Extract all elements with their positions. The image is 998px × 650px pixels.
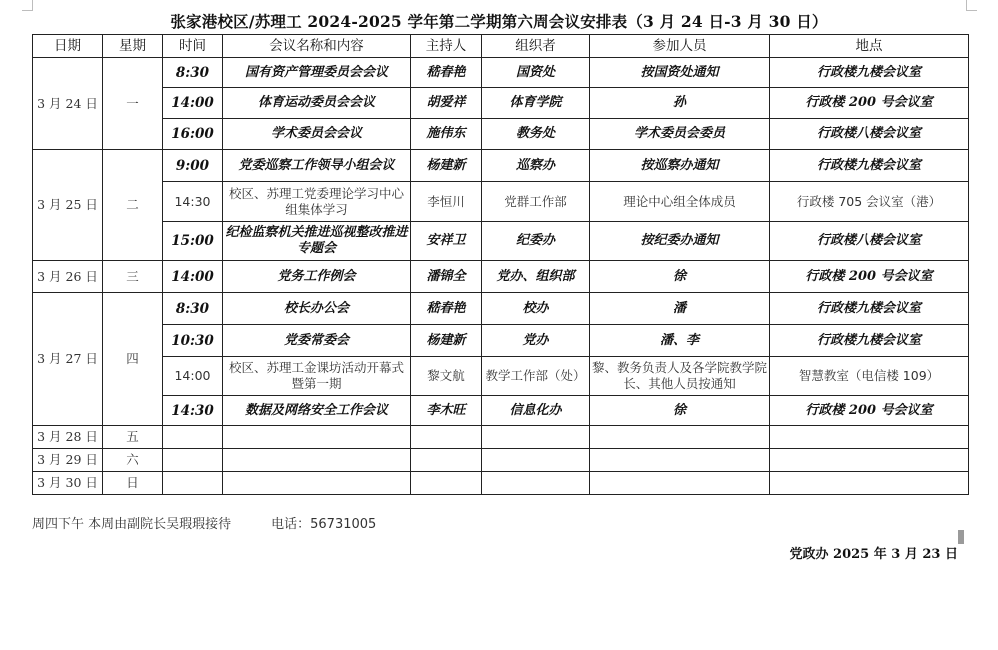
organizer-cell: 巡察办: [482, 150, 590, 182]
table-row: [33, 88, 969, 119]
issuer-signature: 党政办 2025 年 3 月 23 日: [789, 547, 958, 562]
location-cell: 行政楼九楼会议室: [770, 293, 969, 325]
table-row: [33, 119, 969, 150]
organizer-cell: 校办: [482, 293, 590, 325]
host-cell: 潘锦全: [411, 261, 482, 293]
participants-cell: 徐: [590, 261, 770, 293]
meeting-name-cell: 数据及网络安全工作会议: [223, 396, 411, 426]
organizer-cell: [482, 472, 590, 495]
organizer-cell: 体育学院: [482, 88, 590, 119]
table-row: [33, 426, 969, 449]
time-cell: 14:30: [163, 396, 223, 426]
date-cell: 3 月 29 日: [33, 449, 103, 472]
host-cell: [411, 449, 482, 472]
location-cell: [770, 472, 969, 495]
host-cell: 李木旺: [411, 396, 482, 426]
time-cell: 14:00: [163, 88, 223, 119]
location-cell: 行政楼 200 号会议室: [770, 88, 969, 119]
date-cell: 3 月 28 日: [33, 426, 103, 449]
cursor-mark: [958, 530, 964, 544]
participants-cell: 理论中心组全体成员: [590, 182, 770, 222]
participants-cell: 按纪委办通知: [590, 222, 770, 261]
header-meeting-name: 会议名称和内容: [223, 35, 411, 58]
meeting-name-cell: 校长办公会: [223, 293, 411, 325]
header-weekday: 星期: [103, 35, 163, 58]
reception-text: 周四下午 本周由副院长吴瑕瑕接待: [32, 517, 232, 532]
organizer-cell: 党办、组织部: [482, 261, 590, 293]
organizer-cell: 党群工作部: [482, 182, 590, 222]
location-cell: 行政楼八楼会议室: [770, 119, 969, 150]
host-cell: 嵇春艳: [411, 58, 482, 88]
meeting-name-cell: [223, 449, 411, 472]
organizer-cell: 党办: [482, 325, 590, 357]
host-cell: 安祥卫: [411, 222, 482, 261]
meeting-name-cell: [223, 426, 411, 449]
header-date: 日期: [33, 35, 103, 58]
participants-cell: 徐: [590, 396, 770, 426]
participants-cell: 学术委员会委员: [590, 119, 770, 150]
meeting-name-cell: 国有资产管理委员会会议: [223, 58, 411, 88]
time-cell: 8:30: [163, 58, 223, 88]
time-cell: 14:00: [163, 261, 223, 293]
time-cell: 15:00: [163, 222, 223, 261]
table-row: [33, 449, 969, 472]
meeting-name-cell: 校区、苏理工党委理论学习中心组集体学习: [223, 182, 411, 222]
host-cell: 李恒川: [411, 182, 482, 222]
header-organizer: 组织者: [482, 35, 590, 58]
table-row: [33, 261, 969, 293]
location-cell: 行政楼九楼会议室: [770, 58, 969, 88]
host-cell: 杨建新: [411, 150, 482, 182]
location-cell: 行政楼八楼会议室: [770, 222, 969, 261]
organizer-cell: [482, 449, 590, 472]
participants-cell: [590, 426, 770, 449]
host-cell: 胡爱祥: [411, 88, 482, 119]
time-cell: 10:30: [163, 325, 223, 357]
meeting-name-cell: 体育运动委员会会议: [223, 88, 411, 119]
organizer-cell: 教务处: [482, 119, 590, 150]
location-cell: [770, 449, 969, 472]
date-cell: 3 月 25 日: [33, 150, 103, 261]
time-cell: 9:00: [163, 150, 223, 182]
table-row: [33, 150, 969, 182]
table-header-row: [33, 35, 969, 58]
schedule-body: [33, 58, 969, 495]
weekday-cell: 四: [103, 293, 163, 426]
participants-cell: 孙: [590, 88, 770, 119]
table-row: [33, 396, 969, 426]
meeting-name-cell: 学术委员会会议: [223, 119, 411, 150]
participants-cell: [590, 449, 770, 472]
document-title: 张家港校区/苏理工 2024-2025 学年第二学期第六周会议安排表（3 月 24 日-3 月 30 日）: [170, 12, 828, 31]
location-cell: 智慧教室（电信楼 109）: [770, 357, 969, 396]
location-cell: 行政楼 200 号会议室: [770, 261, 969, 293]
location-cell: 行政楼 200 号会议室: [770, 396, 969, 426]
participants-cell: 按国资处通知: [590, 58, 770, 88]
weekday-cell: 五: [103, 426, 163, 449]
time-cell: 14:30: [163, 182, 223, 222]
header-time: 时间: [163, 35, 223, 58]
organizer-cell: [482, 426, 590, 449]
weekday-cell: 六: [103, 449, 163, 472]
date-cell: 3 月 24 日: [33, 58, 103, 150]
time-cell: 8:30: [163, 293, 223, 325]
reception-note: [32, 513, 376, 532]
participants-cell: [590, 472, 770, 495]
participants-cell: 潘: [590, 293, 770, 325]
meeting-schedule-table: [32, 34, 969, 495]
meeting-name-cell: 党委巡察工作领导小组会议: [223, 150, 411, 182]
location-cell: 行政楼九楼会议室: [770, 150, 969, 182]
participants-cell: 潘、李: [590, 325, 770, 357]
host-cell: [411, 426, 482, 449]
time-cell: 16:00: [163, 119, 223, 150]
table-row: [33, 58, 969, 88]
host-cell: 施伟东: [411, 119, 482, 150]
weekday-cell: 日: [103, 472, 163, 495]
meeting-name-cell: [223, 472, 411, 495]
host-cell: [411, 472, 482, 495]
header-participants: 参加人员: [590, 35, 770, 58]
meeting-name-cell: 党委常委会: [223, 325, 411, 357]
organizer-cell: 纪委办: [482, 222, 590, 261]
meeting-name-cell: 校区、苏理工金课坊活动开幕式暨第一期: [223, 357, 411, 396]
host-cell: 黎文航: [411, 357, 482, 396]
date-cell: 3 月 30 日: [33, 472, 103, 495]
participants-cell: 按巡察办通知: [590, 150, 770, 182]
host-cell: 嵇春艳: [411, 293, 482, 325]
organizer-cell: 信息化办: [482, 396, 590, 426]
table-row: [33, 325, 969, 357]
meeting-name-cell: 党务工作例会: [223, 261, 411, 293]
header-location: 地点: [770, 35, 969, 58]
table-row: [33, 293, 969, 325]
location-cell: [770, 426, 969, 449]
time-cell: [163, 472, 223, 495]
table-row: [33, 472, 969, 495]
host-cell: 杨建新: [411, 325, 482, 357]
time-cell: [163, 449, 223, 472]
organizer-cell: 国资处: [482, 58, 590, 88]
table-row: [33, 182, 969, 222]
weekday-cell: 二: [103, 150, 163, 261]
weekday-cell: 三: [103, 261, 163, 293]
date-cell: 3 月 27 日: [33, 293, 103, 426]
header-host: 主持人: [411, 35, 482, 58]
location-cell: 行政楼 705 会议室（港）: [770, 182, 969, 222]
table-row: [33, 222, 969, 261]
date-cell: 3 月 26 日: [33, 261, 103, 293]
weekday-cell: 一: [103, 58, 163, 150]
phone-text: 电话：56731005: [271, 517, 377, 532]
meeting-name-cell: 纪检监察机关推进巡视整改推进专题会: [223, 222, 411, 261]
table-row: [33, 357, 969, 396]
participants-cell: 黎、教务负责人及各学院教学院长、其他人员按通知: [590, 357, 770, 396]
location-cell: 行政楼九楼会议室: [770, 325, 969, 357]
time-cell: [163, 426, 223, 449]
organizer-cell: 教学工作部（处）: [482, 357, 590, 396]
time-cell: 14:00: [163, 357, 223, 396]
